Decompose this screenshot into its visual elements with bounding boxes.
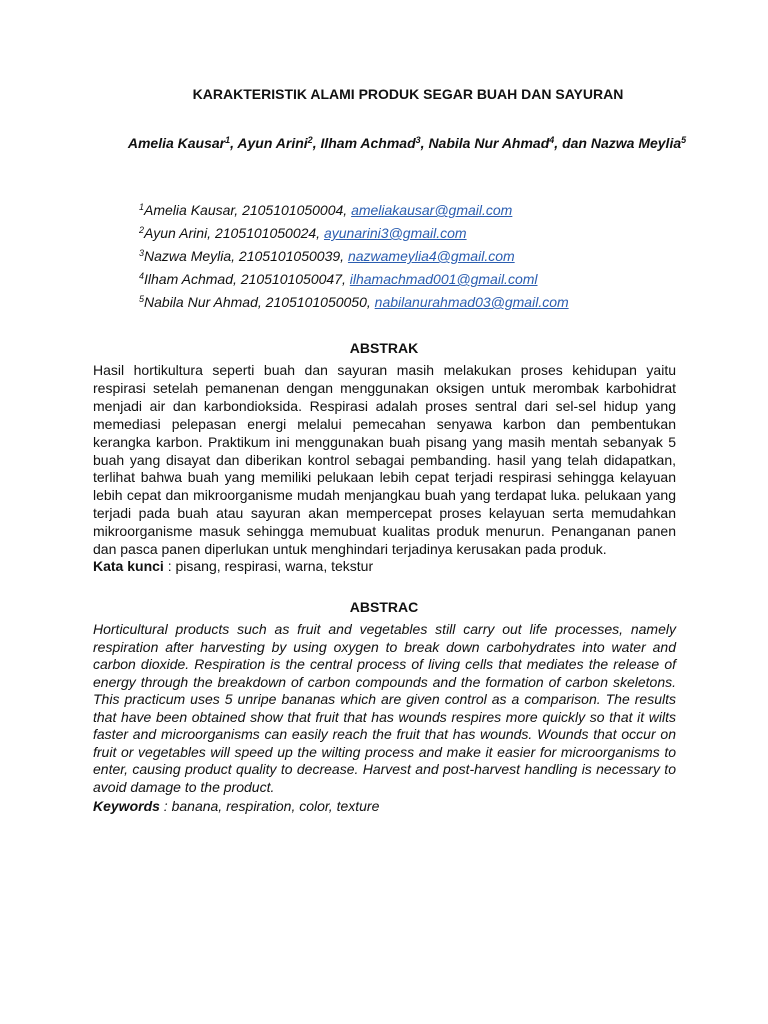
author-sep: , <box>420 135 429 151</box>
email-link[interactable]: ameliakausar@gmail.com <box>351 202 513 218</box>
affiliation-line <box>139 201 512 219</box>
affiliation-line <box>139 293 569 311</box>
author-name: Ayun Arini <box>237 135 308 151</box>
keywords-label: Keywords <box>93 798 160 814</box>
author-name: Nazwa Meylia <box>590 135 682 151</box>
author-sep: , dan <box>554 135 591 151</box>
author-sup: 1 <box>225 135 231 145</box>
affiliation-sup: 1 <box>139 202 145 212</box>
author-list <box>100 131 714 155</box>
author-sep: , <box>312 135 321 151</box>
author-sup: 5 <box>681 135 687 145</box>
email-link[interactable]: ilhamachmad001@gmail.coml <box>349 271 538 287</box>
abstrac-keywords <box>93 798 379 814</box>
affiliation-text: Ilham Achmad, 2105101050047, <box>144 271 350 287</box>
affiliation-text: Ayun Arini, 2105101050024, <box>144 225 324 241</box>
keywords-label: Kata kunci <box>93 558 164 574</box>
abstrac-heading: ABSTRAC <box>349 599 419 615</box>
author-sup: 2 <box>307 135 313 145</box>
abstrac-body: Horticultural products such as fruit and vegetables still carry out life processes, namely respiration after harvesting by using oxygen to break down carbohydrates into water and carbon dioxide. Respiration is the central process of living cells that mediates the release of energy through the breakdown of carbon compounds and the formation of carbon skeletons. This practicum uses 5 unripe bananas which are given control as a comparison. The results that have been obtained show that fruit that has wounds respires more quickly so that it wilts faster and microorganisms can easily reach the fruit that has wounds. Wounds that occur on fruit or vegetables will speed up the wilting process and make it easier for microorganisms to enter, causing product quality to decrease. Harvest and post-harvest handling is necessary to avoid damage to the product. <box>93 621 676 795</box>
affiliation-sup: 3 <box>139 248 145 258</box>
abstrak-heading: ABSTRAK <box>349 340 419 356</box>
abstrak-body: Hasil hortikultura seperti buah dan sayuran masih melakukan proses kehidupan yaitu respirasi setelah pemanenan dengan menggunakan oksigen untuk merombak karbohidrat menjadi air dan karbondioksida. Respirasi adalah proses sentral dari sel-sel hidup yang memediasi pelepasan energi melalui pemecahan senyawa karbon dan pembentukan kerangka karbon. Praktikum ini menggunakan buah pisang yang masih mentah sebanyak 5 buah yang disayat dan diberikan kontrol sebagai pembanding. hasil yang telah didapatkan, terlihat bahwa buah yang memiliki pelukaan lebih cepat terjadi respirasi sehingga kelayuan lebih cepat dan mikroorganisme mudah menjangkau buah yang terdapat luka. pelukaan yang terjadi pada buah atau sayuran akan mempercepat proses kelayuan serta memudahkan mikroorganisme masuk sehingga memubuat kualitas produk menurun. Penanganan panen dan pasca panen diperlukan untuk menghindari terjadinya kerusakan pada produk. <box>93 362 676 558</box>
affiliation-text: Nazwa Meylia, 2105101050039, <box>144 248 348 264</box>
affiliation-text: Nabila Nur Ahmad, 2105101050050, <box>144 294 375 310</box>
affiliation-text: Amelia Kausar, 2105101050004, <box>144 202 352 218</box>
affiliation-line <box>139 224 467 242</box>
paper-title: KARAKTERISTIK ALAMI PRODUK SEGAR BUAH DAN SAYURAN <box>192 86 624 102</box>
author-name: Amelia Kausar <box>127 135 226 151</box>
keywords-text: : banana, respiration, color, texture <box>159 798 380 814</box>
affiliation-sup: 4 <box>139 271 145 281</box>
affiliation-line <box>139 270 538 288</box>
email-link[interactable]: nazwameylia4@gmail.com <box>347 248 515 264</box>
abstrak-keywords <box>93 558 373 574</box>
email-link[interactable]: ayunarini3@gmail.com <box>323 225 467 241</box>
email-link[interactable]: nabilanurahmad03@gmail.com <box>374 294 569 310</box>
author-name: Nabila Nur Ahmad <box>428 135 550 151</box>
affiliation-sup: 2 <box>139 225 145 235</box>
affiliation-line <box>139 247 515 265</box>
author-sep: , <box>230 135 238 151</box>
author-sup: 4 <box>549 135 555 145</box>
author-sup: 3 <box>415 135 421 145</box>
author-name: Ilham Achmad <box>320 135 416 151</box>
affiliation-sup: 5 <box>139 294 145 304</box>
keywords-text: : pisang, respirasi, warna, tekstur <box>163 558 374 574</box>
